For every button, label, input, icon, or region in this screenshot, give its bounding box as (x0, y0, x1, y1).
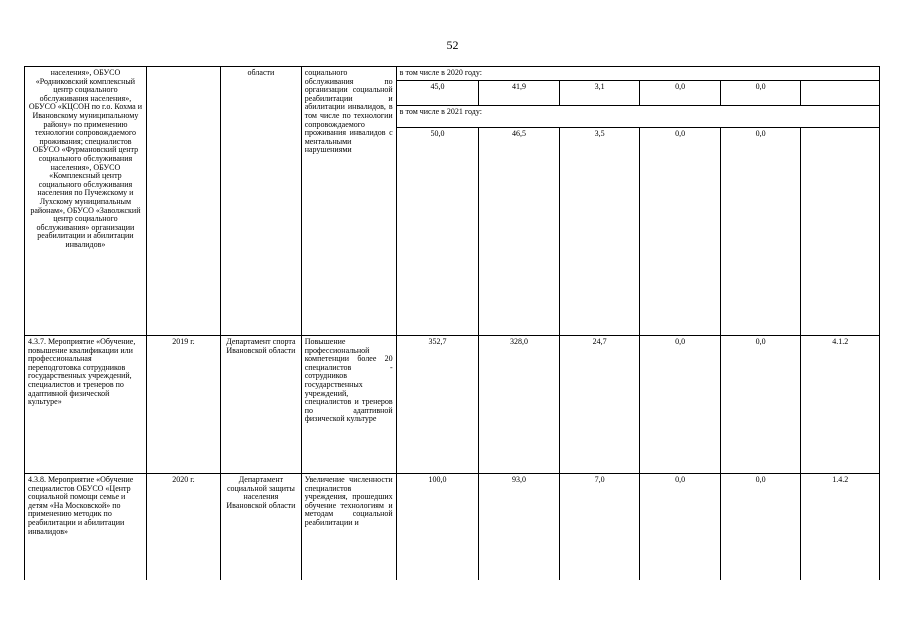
value-regional: 3,1 (559, 81, 640, 105)
value-total: 352,7 (396, 336, 479, 474)
result-cell: Увеличение численности специалистов учреждения, прошедших обучение технологиям и методам социальной реабилитации и (301, 474, 396, 580)
result-cell: Повышение профессиональной компетенции более 20 специалистов - сотрудников государственных учреждений, специалистов и тренеров по адаптивной физической культуре (301, 336, 396, 474)
value-indicator: 1.4.2 (801, 474, 880, 580)
value-other: 0,0 (720, 81, 801, 105)
value-local: 0,0 (640, 336, 721, 474)
value-regional: 7,0 (559, 474, 640, 580)
year-cell: 2020 г. (146, 474, 220, 580)
value-total: 50,0 (396, 128, 479, 336)
activity-cell: 4.3.7. Мероприятие «Обучение, повышение квалификации или профессиональная переподготовка сотрудников государственных учреждений, специалистов и тренеров по адаптивной физической культуре» (25, 336, 147, 474)
value-total: 45,0 (396, 81, 479, 105)
value-indicator (801, 128, 880, 336)
value-federal: 46,5 (479, 128, 560, 336)
value-local: 0,0 (640, 81, 721, 105)
value-federal: 93,0 (479, 474, 560, 580)
activity-cell: населения», ОБУСО «Родниковский комплексный центр социального обслуживания населения», ОБУСО «КЦСОН по г.о. Кохма и Ивановскому муниципальному району» по применению технологии сопровождаемого проживания; специалистов ОБУСО «Фурмановский центр социального обслуживания населения», ОБУСО «Комплексный центр социального обслуживания населения по Пучежскому и Лухскому муниципальным районам», ОБУСО «Заволжский центр социального обслуживания» организации реабилитации и абилитации инвалидов» (25, 67, 147, 336)
executor-cell: Департамент социальной защиты населения Ивановской области (221, 474, 302, 580)
value-indicator: 4.1.2 (801, 336, 880, 474)
value-indicator (801, 81, 880, 105)
executor-cell: Департамент спорта Ивановской области (221, 336, 302, 474)
value-regional: 3,5 (559, 128, 640, 336)
value-regional: 24,7 (559, 336, 640, 474)
value-other: 0,0 (720, 336, 801, 474)
value-local: 0,0 (640, 474, 721, 580)
value-federal: 41,9 (479, 81, 560, 105)
subperiod-label: в том числе в 2021 году: (396, 105, 879, 127)
year-cell: 2019 г. (146, 336, 220, 474)
result-cell: социального обслуживания по организации социальной реабилитации и абилитации инвалидов, в том числе по технологии сопровождаемого проживания инвалидов с ментальными нарушениями (301, 67, 396, 336)
executor-cell: области (221, 67, 302, 336)
program-activities-table (24, 66, 880, 580)
value-federal: 328,0 (479, 336, 560, 474)
value-other: 0,0 (720, 128, 801, 336)
value-other: 0,0 (720, 474, 801, 580)
activity-cell: 4.3.8. Мероприятие «Обучение специалистов ОБУСО «Центр социальной помощи семье и детям «На Московской» по применению методик по реабилитации и абилитации инвалидов» (25, 474, 147, 580)
value-total: 100,0 (396, 474, 479, 580)
page-number: 52 (446, 38, 459, 52)
year-cell (146, 67, 220, 336)
subperiod-label: в том числе в 2020 году: (396, 67, 879, 81)
value-local: 0,0 (640, 128, 721, 336)
